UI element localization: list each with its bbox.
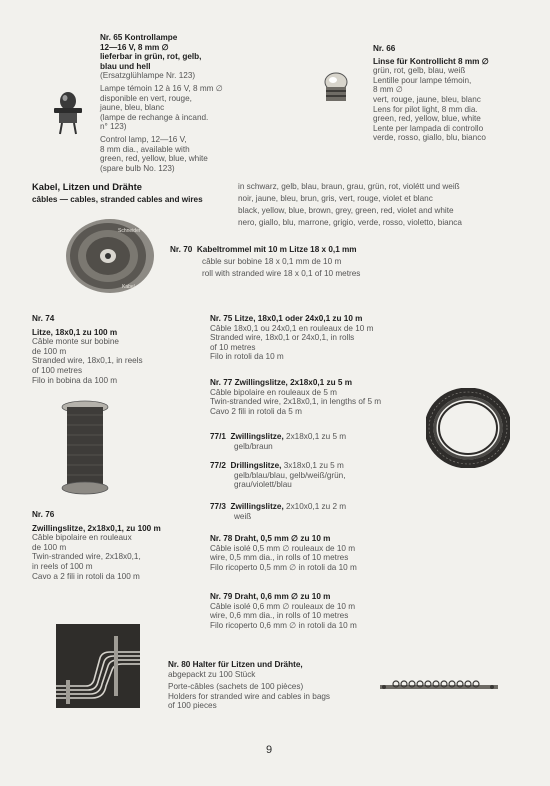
drum-label-bottom: Kabel	[122, 284, 135, 290]
item-77-title: Nr. 77 Zwillingslitze, 2x18x0,1 zu 5 m	[210, 378, 352, 387]
variant-spec: 3x18x0,1 zu 5 m	[283, 461, 344, 470]
item-66-line: green, red, yellow, blue, white	[373, 114, 481, 124]
item-75-line: Stranded wire, 18x0,1 or 24x0,1, in rolls	[210, 333, 355, 343]
item-65-en-line: 8 mm dia., available with	[100, 144, 190, 154]
item-70-title: Kabeltrommel mit 10 m Litze 18 x 0,1 mm	[196, 245, 357, 254]
item-80-line: of 100 pieces	[168, 701, 217, 711]
variant-nr: 77/2	[210, 461, 226, 470]
item-77-line: Câble bipolaire en rouleaux de 5 m	[210, 387, 337, 397]
item-79-line: wire, 0,6 mm dia., in rolls of 10 metres	[210, 611, 349, 621]
item-66-title: Linse für Kontrollicht 8 mm ∅	[373, 56, 489, 66]
holder-board-image	[56, 624, 140, 708]
item-76-line: Twin-stranded wire, 2x18x0,1,	[32, 552, 141, 562]
item-65-title-line: lieferbar in grün, rot, gelb,	[100, 52, 202, 62]
item-75-title: Nr. 75 Litze, 18x0,1 oder 24x0,1 zu 10 m	[210, 314, 363, 323]
page-number: 9	[266, 744, 273, 756]
variant-colors: weiß	[234, 511, 252, 521]
item-66-nr: Nr. 66	[373, 44, 396, 53]
item-65-title-line: 12—16 V, 8 mm ∅	[100, 42, 169, 52]
variant-colors: grau/violett/blau	[234, 480, 292, 490]
variant-nr: 77/3	[210, 502, 226, 511]
item-80-line: Holders for stranded wire and cables in bags	[168, 691, 331, 701]
item-75-line: of 10 metres	[210, 342, 256, 352]
item-78-line: wire, 0,5 mm dia., in rolls of 10 metres	[210, 553, 349, 563]
item-65-en-line: (spare bulb No. 123)	[100, 163, 175, 173]
item-74-nr: Nr. 74	[32, 314, 55, 323]
variant-name: Drillingslitze,	[230, 461, 282, 470]
item-65-fr-line: n° 123)	[100, 122, 127, 132]
item-78-title: Nr. 78 Draht, 0,5 mm ∅ zu 10 m	[210, 534, 331, 543]
variant-77-2	[210, 461, 346, 490]
item-76-nr: Nr. 76	[32, 510, 55, 519]
variant-spec: 2x10x0,1 zu 2 m	[286, 502, 347, 511]
variant-name: Zwillingslitze,	[230, 502, 284, 511]
item-74-title: Litze, 18x0,1 zu 100 m	[32, 327, 118, 337]
item-80-line: Porte-câbles (sachets de 100 pièces)	[168, 682, 304, 692]
drum-label-top: Schneider	[118, 228, 141, 234]
item-79-line: Câble isolé 0,6 mm ∅ rouleaux de 10 m	[210, 601, 356, 611]
item-65-en-line: green, red, yellow, blue, white	[100, 154, 208, 164]
colors-line: in schwarz, gelb, blau, braun, grau, grün, rot, violétt und weiß	[238, 182, 460, 191]
item-65-text	[100, 33, 223, 173]
colors-line: black, yellow, blue, brown, grey, green, red, violet and white	[238, 206, 454, 215]
item-65-fr-line: disponible en vert, rouge,	[100, 93, 192, 103]
variant-spec: 2x18x0,1 zu 5 m	[286, 432, 347, 441]
item-70-nr: Nr. 70	[170, 245, 193, 254]
item-76-line: de 100 m	[32, 542, 67, 552]
item-66-line: Lentille pour lampe témoin,	[373, 75, 472, 85]
item-75-text	[210, 314, 373, 362]
item-78-line: Filo ricoperto 0,5 mm ∅ in rotoli da 10 m	[210, 562, 357, 572]
item-66-line: vert, rouge, jaune, bleu, blanc	[373, 94, 481, 104]
item-66-line: Lens for pilot light, 8 mm dia.	[373, 104, 478, 114]
colors-line: noir, jaune, bleu, brun, gris, vert, rouge, violet et blanc	[238, 194, 433, 203]
item-65-bulb: (Ersatzglühlampe Nr. 123)	[100, 71, 196, 81]
item-77-text	[210, 378, 381, 416]
item-79-text	[210, 592, 357, 630]
item-80-text	[168, 660, 330, 711]
wire-coil-image	[426, 388, 510, 468]
item-65-fr-line: (lampe de rechange à incand.	[100, 112, 209, 122]
item-79-title: Nr. 79 Draht, 0,6 mm ∅ zu 10 m	[210, 592, 331, 601]
item-75-line: Filo in rotoli da 10 m	[210, 352, 284, 362]
item-74-line: Stranded wire, 18x0,1, in reels	[32, 356, 143, 366]
item-66-line: grün, rot, gelb, blau, weiß	[373, 66, 466, 76]
section-colors	[238, 181, 462, 229]
item-76-line: Câble bipolaire en rouleaux	[32, 533, 132, 543]
item-66-line: 8 mm ∅	[373, 85, 403, 95]
item-78-text	[210, 534, 357, 572]
item-80-line: abgepackt zu 100 Stück	[168, 669, 256, 679]
item-74-line: Filo in bobina da 100 m	[32, 375, 118, 385]
item-76-line: Cavo a 2 fili in rotoli da 100 m	[32, 571, 140, 581]
section-heading	[32, 181, 203, 205]
item-65-title-line: Nr. 65 Kontrollampe	[100, 33, 178, 42]
variant-nr: 77/1	[210, 432, 226, 441]
item-65-fr-line: Lampe témoin 12 à 16 V, 8 mm ∅	[100, 83, 223, 93]
section-subtitle: câbles — cables, stranded cables and wires	[32, 195, 203, 204]
item-65-fr-line: jaune, bleu, blanc	[100, 103, 165, 113]
item-76-text	[32, 510, 161, 581]
item-80-title: Nr. 80 Halter für Litzen und Drähte,	[168, 660, 303, 669]
wire-spool-image	[60, 400, 110, 496]
item-70-line: câble sur bobine 18 x 0,1 mm de 10 m	[202, 257, 342, 266]
item-74-text	[32, 314, 143, 385]
variant-77-1	[210, 432, 346, 451]
item-70-line: roll with stranded wire 18 x 0,1 of 10 metres	[202, 269, 361, 278]
colors-line: nero, giallo, blu, marrone, grigio, verde, rosso, violetto, bianca	[238, 218, 462, 227]
item-78-line: Câble isolé 0,5 mm ∅ rouleaux de 10 m	[210, 543, 356, 553]
item-70-text	[170, 244, 360, 280]
item-77-line: Cavo 2 fili in rotoli da 5 m	[210, 406, 302, 416]
variant-colors: gelb/blau/blau, gelb/weiß/grün,	[234, 470, 346, 480]
item-66-text	[373, 44, 489, 143]
item-79-line: Filo ricoperto 0,6 mm ∅ in rotoli da 10 m	[210, 620, 357, 630]
item-74-line: de 100 m	[32, 346, 67, 356]
variant-colors: gelb/braun	[234, 441, 273, 451]
item-75-line: Câble 18x0,1 ou 24x0,1 en rouleaux de 10 m	[210, 323, 374, 333]
control-lamp-image	[48, 90, 88, 136]
item-65-en-line: Control lamp, 12—16 V,	[100, 134, 187, 144]
item-74-line: of 100 metres	[32, 365, 83, 375]
section-title: Kabel, Litzen und Drähte	[32, 181, 142, 192]
item-77-line: Twin-stranded wire, 2x18x0,1, in lengths of 5 m	[210, 397, 382, 407]
item-76-line: in reels of 100 m	[32, 561, 93, 571]
cable-drum-image	[60, 216, 156, 296]
item-66-line: Lente per lampada di controllo	[373, 123, 484, 133]
item-74-line: Câble monte sur bobine	[32, 337, 119, 347]
variant-name: Zwillingslitze,	[230, 432, 284, 441]
lens-image	[322, 72, 350, 106]
holder-strip-image	[378, 676, 500, 696]
item-76-title: Zwillingslitze, 2x18x0,1, zu 100 m	[32, 523, 161, 533]
item-65-title-line: blau und hell	[100, 61, 151, 71]
item-66-line: verde, rosso, giallo, blu, bianco	[373, 133, 486, 143]
variant-77-3	[210, 502, 346, 521]
